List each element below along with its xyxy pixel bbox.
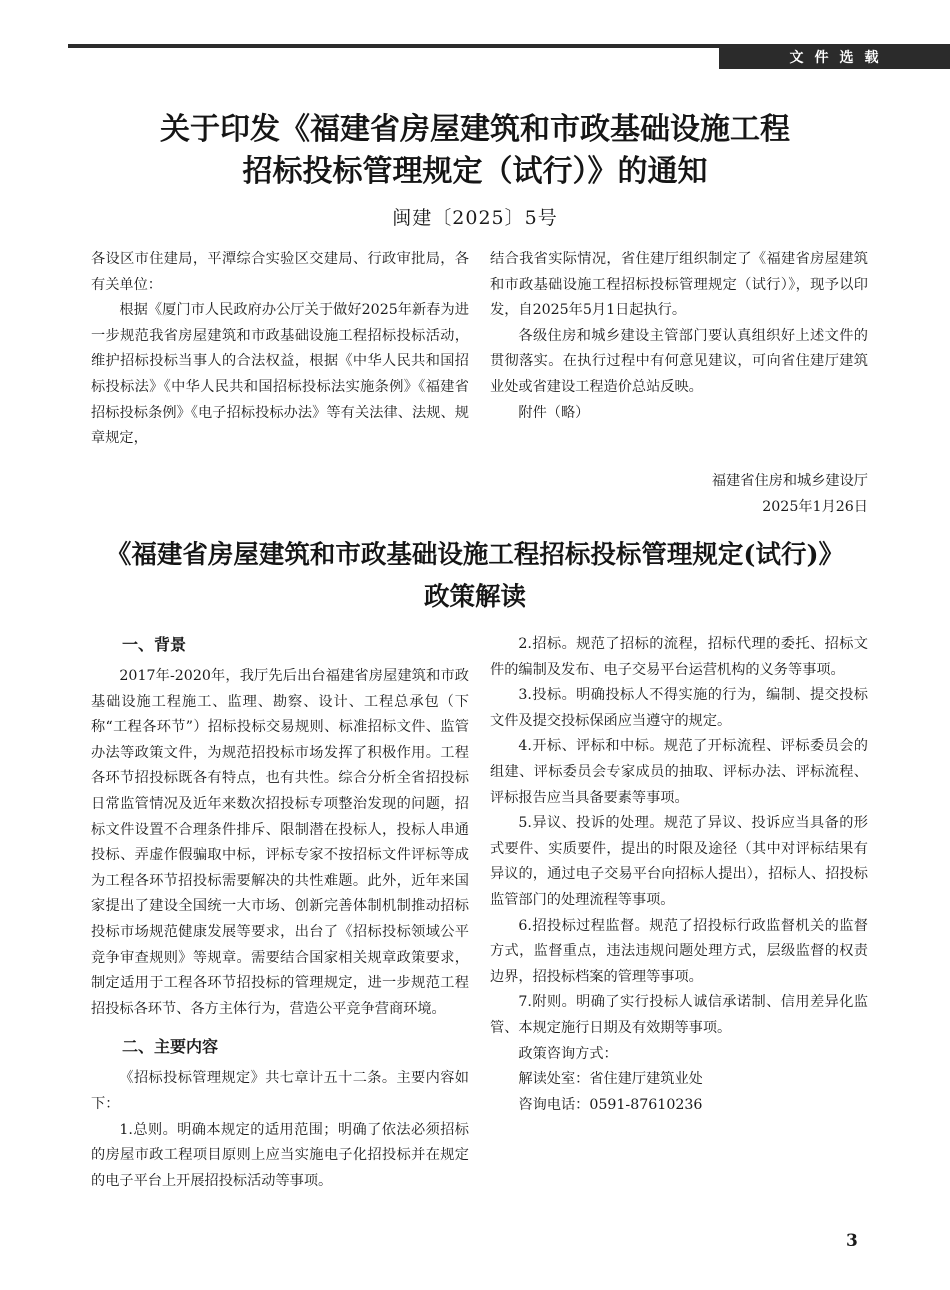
interpretation-right-column	[490, 632, 868, 1118]
notice-right-column	[490, 247, 868, 426]
content-item: 6.招投标过程监督。规范了招投标行政监督机关的监督方式，监督重点，违法违规问题处理方式，层级监督的权责边界，招投标档案的管理等事项。	[490, 917, 868, 985]
notice-attachment: 附件（略）	[518, 404, 590, 421]
content-item: 4.开标、评标和中标。规范了开标流程、评标委员会的组建、评标委员会专家成员的抽取、评标办法、评标流程、评标报告应当具备要素等事项。	[490, 738, 868, 806]
signature-date: 2025年1月26日	[762, 499, 868, 515]
notice-title-line1: 关于印发《福建省房屋建筑和市政基础设施工程	[160, 112, 790, 147]
content-item: 1.总则。明确本规定的适用范围；明确了依法必须招标的房屋市政工程项目原则上应当实施电子化招投标并在规定的电子平台上开展招投标活动等事项。	[91, 1121, 469, 1189]
notice-title-line2: 招标投标管理规定（试行）》的通知	[242, 154, 708, 189]
contact-phone: 咨询电话：0591-87610236	[518, 1096, 703, 1113]
background-paragraph: 2017年-2020年，我厅先后出台福建省房屋建筑和市政基础设施工程施工、监理、勘察、设计、工程总承包（下称“工程各环节”）招标投标交易规则、标准招标文件、监管办法等政策文件，为规范招投标市场发挥了积极作用。工程各环节招投标既各有特点，也有共性。综合分析全省招投标日常监管情况及近年来数次招投标专项整治发现的问题，招标文件设置不合理条件排斥、限制潜在投标人，投标人串通投标、弄虚作假骗取中标，评标专家不按招标文件评标等成为工程各环节招投标需要解决的共性难题。此外，近年来国家提出了建设全国统一大市场、创新完善体制机制推动招标投标市场规范健康发展等要求，出台了《招标投标领域公平竞争审查规则》等规章。需要结合国家相关规章政策要求，制定适用于工程各环节招投标的管理规定，进一步规范工程招投标各环节、各方主体行为，营造公平竞争营商环境。	[91, 668, 469, 1017]
section-heading-content: 二、主要内容	[122, 1037, 219, 1057]
notice-paragraph: 各级住房和城乡建设主管部门要认真组织好上述文件的贯彻落实。在执行过程中有何意见建议，可向省住建厅建筑业处或省建设工程造价总站反映。	[490, 327, 868, 395]
notice-addressee: 各设区市住建局，平潭综合实验区交建局、行政审批局，各有关单位：	[91, 251, 469, 293]
content-item: 7.附则。明确了实行投标人诚信承诺制、信用差异化监管、本规定施行日期及有效期等事项。	[490, 994, 868, 1036]
interpretation-title-line1: 《福建省房屋建筑和市政基础设施工程招标投标管理规定(试行)》	[105, 540, 845, 570]
notice-paragraph: 结合我省实际情况，省住建厅组织制定了《福建省房屋建筑和市政基础设施工程招标投标管理规定（试行）》，现予以印发，自2025年5月1日起执行。	[490, 251, 868, 319]
signature-org: 福建省住房和城乡建设厅	[711, 473, 868, 489]
page-number: 3	[846, 1231, 858, 1251]
contact-label: 政策咨询方式：	[518, 1045, 618, 1062]
notice-paragraph: 根据《厦门市人民政府办公厅关于做好2025年新春为进一步规范我省房屋建筑和市政基础设施工程招标投标活动，维护招标投标当事人的合法权益，根据《中华人民共和国招标投标法》《中华人民共和国招标投标法实施条例》《福建省招标投标条例》《电子招标投标办法》等有关法律、法规、规章规定，	[91, 302, 469, 447]
content-intro: 《招标投标管理规定》共七章计五十二条。主要内容如下：	[91, 1070, 469, 1112]
content-item: 2.招标。规范了招标的流程，招标代理的委托、招标文件的编制及发布、电子交易平台运营机构的义务等事项。	[490, 636, 868, 678]
document-number: 闽建〔2025〕5号	[392, 207, 558, 229]
interpretation-title-line2: 政策解读	[423, 582, 526, 612]
content-item: 5.异议、投诉的处理。规范了异议、投诉应当具备的形式要件、实质要件，提出的时限及途径（其中对评标结果有异议的，通过电子交易平台向招标人提出），招标人、招投标监管部门的处理流程等事项。	[490, 815, 868, 908]
interpretation-left-column	[91, 632, 469, 1194]
content-item: 3.投标。明确投标人不得实施的行为，编制、提交投标文件及提交投标保函应当遵守的规定。	[490, 687, 868, 729]
section-heading-background: 一、背景	[122, 635, 187, 654]
notice-left-column	[91, 247, 469, 452]
contact-office: 解读处室：省住建厅建筑业处	[518, 1071, 703, 1088]
section-label: 文件选载	[719, 44, 950, 69]
